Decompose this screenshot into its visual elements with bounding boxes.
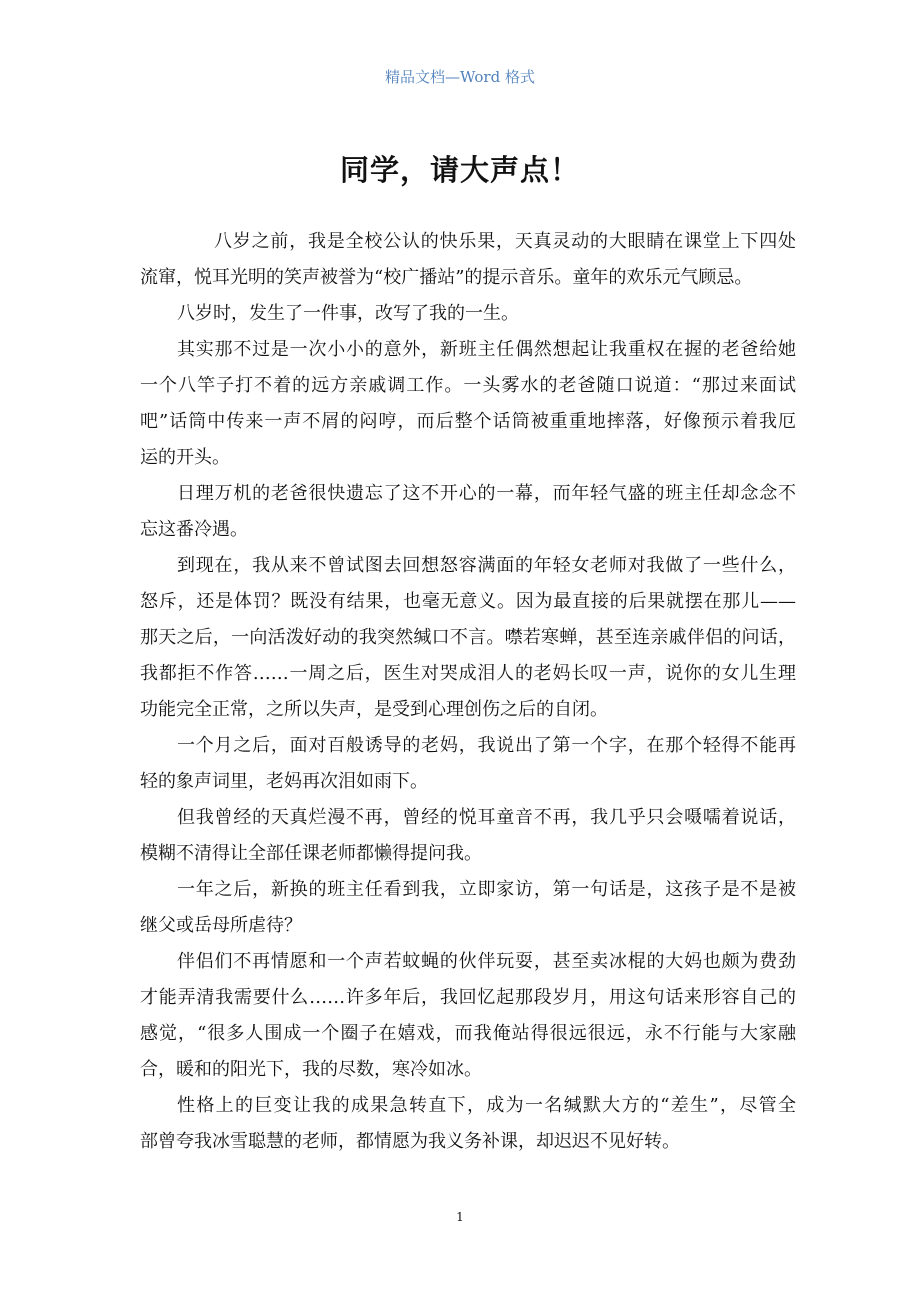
paragraph-line: 合，暖和的阳光下，我的尽数，寒冷如冰。 [140,1059,482,1080]
paragraph-line: 感觉，“很多人围成一个圈子在嬉戏，而我俺站得很远很远，永不行能与大家融 [140,1023,796,1044]
paragraph [140,224,796,296]
paragraph-line: 功能完全正常，之所以失声，是受到心理创伤之后的自闭。 [140,699,608,720]
paragraph-line: 八岁时，发生了一件事，改写了我的一生。 [177,303,519,324]
paragraph-line: 一个八竿子打不着的远方亲戚调工作。一头雾水的老爸随口说道：“那过来面试 [140,375,796,396]
paragraph [140,476,796,548]
paragraph-line: 但我曾经的天真烂漫不再，曾经的悦耳童音不再，我几乎只会嗫嚅着说话， [177,807,796,828]
paragraph-line: 其实那不过是一次小小的意外，新班主任偶然想起让我重权在握的老爸给她 [177,339,796,360]
paragraph [140,944,796,1088]
paragraph-line: 运的开头。 [140,447,230,468]
paragraph-line: 模糊不清得让全部任课老师都懒得提问我。 [140,843,482,864]
document-title: 同学，请大声点！ [339,153,580,187]
paragraph-line: 轻的象声词里，老妈再次泪如雨下。 [140,771,428,792]
paragraph [140,332,796,476]
paragraph-line: 怒斥，还是体罚？既没有结果，也毫无意义。因为最直接的后果就摆在那儿—— [140,591,796,612]
paragraph-line: 吧”话筒中传来一声不屑的闷哼，而后整个话筒被重重地摔落，好像预示着我厄 [140,411,796,432]
paragraph [140,1088,796,1160]
page-number: 1 [456,1210,464,1224]
paragraph-line: 那天之后，一向活泼好动的我突然缄口不言。噤若寒蝉，甚至连亲戚伴侣的问话， [140,627,796,648]
paragraph [140,296,796,332]
paragraph-line: 一个月之后，面对百般诱导的老妈，我说出了第一个字，在那个轻得不能再 [177,735,796,756]
paragraph [140,728,796,800]
paragraph-line: 才能弄清我需要什么……许多年后，我回忆起那段岁月，用这句话来形容自己的 [140,987,796,1008]
paragraph [140,548,796,728]
document-body [140,224,796,1160]
paragraph-line: 日理万机的老爸很快遗忘了这不开心的一幕，而年轻气盛的班主任却念念不 [177,483,796,504]
paragraph-line: 继父或岳母所虐待？ [140,915,302,936]
paragraph-line: 我都拒不作答……一周之后，医生对哭成泪人的老妈长叹一声，说你的女儿生理 [140,663,796,684]
paragraph-line: 部曾夸我冰雪聪慧的老师，都情愿为我义务补课，却迟迟不见好转。 [140,1131,680,1152]
paragraph-line: 流窜，悦耳光明的笑声被誉为“校广播站”的提示音乐。童年的欢乐元气顾忌。 [140,267,753,288]
document-header: 精品文档—Word 格式 [385,68,535,86]
paragraph-line: 忘这番冷遇。 [140,519,248,540]
paragraph-line: 八岁之前，我是全校公认的快乐果，天真灵动的大眼睛在课堂上下四处 [214,231,796,252]
paragraph-line: 到现在，我从来不曾试图去回想怒容满面的年轻女老师对我做了一些什么， [177,555,796,576]
paragraph-line: 伴侣们不再情愿和一个声若蚊蝇的伙伴玩耍，甚至卖冰棍的大妈也颇为费劲 [177,951,796,972]
paragraph-line: 一年之后，新换的班主任看到我，立即家访，第一句话是，这孩子是不是被 [177,879,796,900]
paragraph [140,872,796,944]
paragraph [140,800,796,872]
paragraph-line: 性格上的巨变让我的成果急转直下，成为一名缄默大方的“差生”，尽管全 [177,1095,796,1116]
